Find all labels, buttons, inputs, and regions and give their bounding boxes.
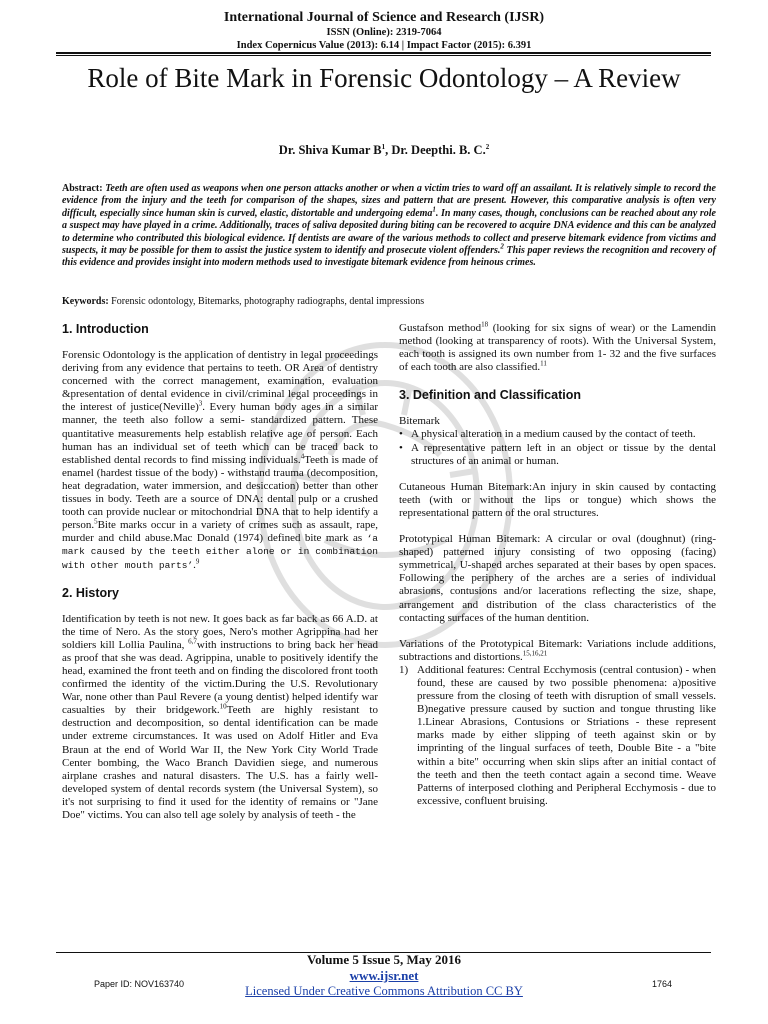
intro-text-5: . bbox=[193, 558, 196, 571]
prototypical-bitemark-paragraph: Prototypical Human Bitemark: A circular or oval (doughnut) (ring-shaped) patterned injury consisting of two opposing (facing) symmetrical, U-shaped arches separated at their bases by open spaces. Following the periphery of the arches are a series of individual abrasions, contusions and/or lacerations reflecting the size, shape, arrangement and distribution of the class characteristics of the contacting surfaces of the human dentition. bbox=[399, 533, 716, 624]
author-1-affiliation: 1 bbox=[381, 142, 386, 151]
list-item: • A physical alteration in a medium caused by the contact of teeth. bbox=[399, 428, 716, 441]
right-ref-1: 18 bbox=[481, 320, 489, 329]
additional-features-item bbox=[399, 664, 716, 808]
abstract-ref-2: 2 bbox=[500, 242, 504, 251]
index-line: Index Copernicus Value (2013): 6.14 | Impact Factor (2015): 6.391 bbox=[236, 40, 532, 51]
bite-mark-definition-quote: ‘a mark caused by the teeth either alone or in combination with other mouth parts’ bbox=[62, 533, 378, 571]
introduction-heading: 1. Introduction bbox=[62, 322, 149, 336]
abstract-text-2: . In many cases, though, conclusions can be reached about any role a suspect may have played in a crime. Additionally, traces of saliva deposited during biting can be recovered to acquire DNA evidence and this can be analyzed to determine who contributed this biological evidence. If dentists are aware of the various methods to collect and preserve bitemark evidence from victims and suspects, it may be possible for them to assist the justice system to identify and prosecute violent offenders. bbox=[62, 207, 716, 257]
header-rule-thin bbox=[56, 55, 711, 56]
keywords-label: Keywords: bbox=[62, 296, 109, 307]
variations-paragraph bbox=[399, 638, 716, 664]
right-text-1: Gustafson method bbox=[399, 322, 482, 334]
journal-name: International Journal of Science and Research (IJSR) bbox=[223, 10, 545, 25]
history-ref-1: 6,7 bbox=[188, 637, 197, 646]
intro-text-2: . Every human body ages in a similar manner, the teeth also follow a semi- standardized pattern. These quantitative measurements help establish relative age of person. Each human has an individual set of teeth which can be traced back to established dental records to find missing individuals. bbox=[62, 401, 378, 466]
variations-ref: 15,16,21 bbox=[522, 649, 548, 658]
issn-line: ISSN (Online): 2319-7064 bbox=[326, 27, 442, 38]
history-paragraph bbox=[62, 613, 378, 823]
abstract-text-3: This paper reviews the recognition and recovery of this evidence and provides insight into modern methods used to investigate bitemark evidence from heinous crimes. bbox=[62, 245, 717, 269]
right-text-2: (looking for six signs of wear) or the Lamendin method (looking at transparency of roots). With the Universal System, each tooth is assigned its own number from 1- 32 and the five surfaces of each tooth are also classified. bbox=[399, 322, 717, 374]
paper-title: Role of Bite Mark in Forensic Odontology – A Review bbox=[87, 63, 681, 93]
author-separator: , bbox=[385, 143, 392, 157]
intro-text-4: Bite marks occur in a variety of crimes such as assault, rape, murder and child abuse.Mac Donald (1974) defined bite mark as bbox=[62, 519, 378, 545]
age-methods-paragraph bbox=[399, 322, 716, 374]
left-column bbox=[62, 322, 378, 822]
cutaneous-bitemark-paragraph: Cutaneous Human Bitemark:An injury in skin caused by contacting teeth (with or without the lips or tongue) which shows the representational pattern of the oral structures. bbox=[399, 480, 716, 519]
bitemark-definition-list bbox=[399, 428, 716, 467]
introduction-paragraph bbox=[62, 349, 378, 572]
license-link[interactable]: Licensed Under Creative Commons Attribution CC BY bbox=[245, 984, 523, 998]
right-ref-2: 11 bbox=[540, 359, 547, 368]
journal-url-link[interactable]: www.ijsr.net bbox=[349, 968, 419, 983]
item-number: 1) bbox=[399, 663, 409, 676]
intro-ref-3: 5 bbox=[94, 517, 98, 526]
volume-issue: Volume 5 Issue 5, May 2016 bbox=[306, 952, 462, 967]
header-rule bbox=[56, 52, 711, 54]
intro-text-3: Teeth is made of enamel (hardest tissue of the body) - withstand trauma (decomposition, heat degradation, water immersion, and desiccation) better than other tissues in body. Teeth are a source of DNA: dental pulp or a crushed tooth can provide nuclear or mitochondrial DNA that to help identify a person. bbox=[62, 453, 378, 532]
history-text-1: Identification by teeth is not new. It goes back as far back as 66 A.D. at the time of Nero. As the story goes, Nero's mother Agrippina had her soldiers kill Lollia Paulina, bbox=[62, 612, 378, 651]
author-2: Dr. Deepthi. B. C. bbox=[391, 143, 486, 157]
abstract-ref-1: 1 bbox=[432, 205, 436, 214]
abstract bbox=[62, 183, 716, 270]
item-text: Additional features: Central Ecchymosis (central contusion) - when found, these are caused by two possible phenomena: a)positive pressure from the closing of teeth with disruption of small vessels. B)negative pressure caused by suction and tongue thrusting like 1.Linear Abrasions, Contusions or Striations - these represent marks made by either slipping of teeth against skin or by imprinting of the lingual surfaces of teeth, Double Bite - a "bite within a bite" occurring when skin slips after an initial contact of the teeth and then the teeth contact again a second time. Weave Patterns of interposed clothing and Peripheral Ecchymosis - due to excessive, confluent bruising. bbox=[417, 663, 716, 807]
authors bbox=[60, 143, 708, 158]
intro-ref-1: 3 bbox=[198, 399, 203, 408]
history-text-3: Teeth are highly resistant to destruction and decomposition, so dental identification can be made under extreme circumstances. It was used on Adolf Hitler and Eva Braun at the end of World War II, the New York City World Trade Center bombing, the Waco Branch Davidien siege, and numerous airplane crashes and natural disasters. The U.S. has a fairly well-developed system of dental records system (the Universal System), so it's not surprising to find it used for the identity of remains or "Jane Doe" victims. You can also tell age solely by analysis of teeth - the bbox=[62, 704, 378, 821]
history-heading: 2. History bbox=[62, 585, 119, 600]
journal-header bbox=[0, 10, 768, 52]
bitemark-label: Bitemark bbox=[399, 415, 440, 428]
author-2-affiliation: 2 bbox=[485, 142, 490, 151]
author-1: Dr. Shiva Kumar B bbox=[278, 143, 382, 157]
paper-id: Paper ID: NOV163740 bbox=[94, 979, 185, 989]
intro-text-1: Forensic Odontology is the application of dentistry in legal proceedings deriving from any evidence that pertains to teeth. OR Area of dentistry concerned with the correct management, examination, evaluation &presentation of dental evidence in civil/criminal legal proceedings in the interest of justice(Neville) bbox=[62, 349, 378, 414]
keywords bbox=[62, 296, 716, 308]
definition-heading: 3. Definition and Classification bbox=[399, 388, 581, 403]
history-text-2: with instructions to bring back her head as proof that she was dead. Agrippina, unable to positively identify the head, examined the front teeth and on finding the discolored front tooth confirmed the identity of the victim.During the U.S. Revolutionary War, none other than Paul Revere (a young dentist) helped identify war casualties by their bridgework. bbox=[62, 638, 378, 717]
intro-ref-2: 4 bbox=[300, 452, 305, 461]
keywords-text: Forensic odontology, Bitemarks, photography radiographs, dental impressions bbox=[108, 296, 425, 307]
page-number: 1764 bbox=[652, 979, 673, 989]
intro-ref-4: 9 bbox=[195, 556, 200, 565]
history-ref-2: 10 bbox=[219, 702, 227, 711]
list-item: • A representative pattern left in an object or tissue by the dental structures of an animal or human. bbox=[399, 442, 716, 468]
right-column bbox=[399, 322, 716, 808]
abstract-text-1: Teeth are often used as weapons when one person attacks another or when a victim tries to ward off an assailant. It is relatively simple to record the evidence from the injury and the teeth for comparison of the shapes, sizes and pattern that are present. However, this comparative analysis is often very difficult, especially since human skin is curved, elastic, distortable and undergoing edema bbox=[62, 183, 716, 219]
variations-text: Variations of the Prototypical Bitemark: Variations include additions, subtractions and distortions. bbox=[399, 637, 716, 663]
abstract-label: Abstract: bbox=[62, 183, 103, 194]
